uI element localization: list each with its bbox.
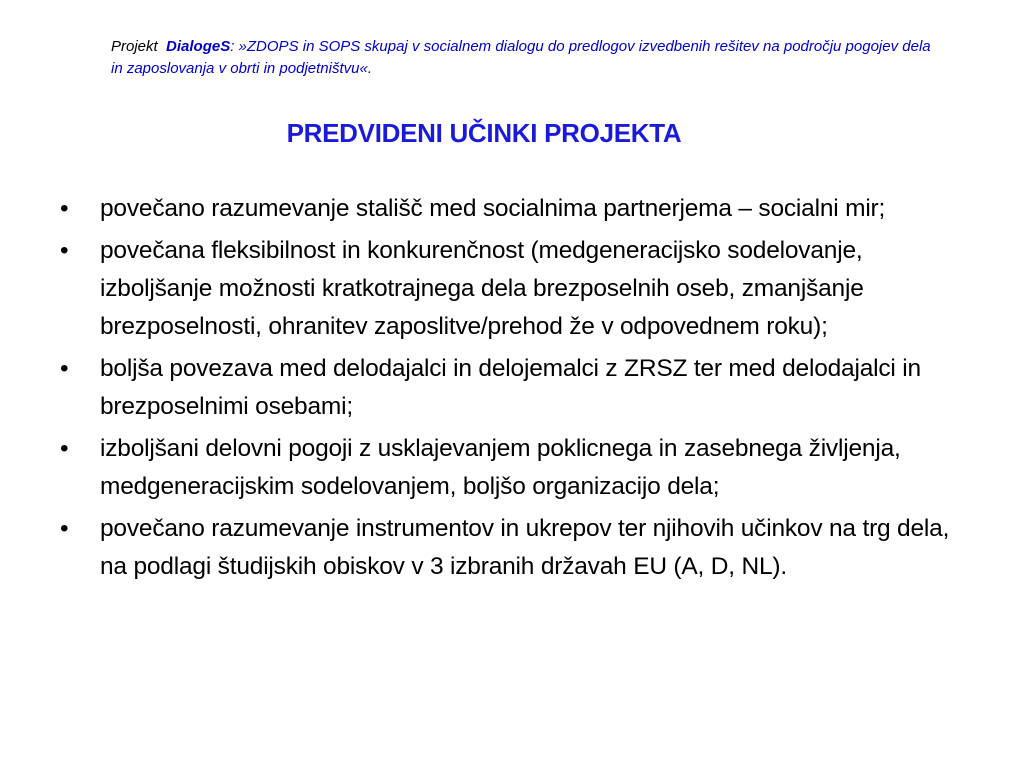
bullet-item [60,190,965,228]
project-prefix: Projekt [111,38,158,55]
bullet-point-icon: • [60,355,69,382]
bullet-item [60,510,965,586]
bullet-item [60,430,965,506]
bullet-point-icon: • [60,515,69,542]
bullet-item [60,350,965,426]
project-header [111,36,931,80]
bullet-point-icon: • [60,435,69,462]
bullet-text: povečano razumevanje instrumentov in ukrepov ter njihovih učinkov na trg dela, na podlagi študijskih obiskov v 3 izbranih državah EU (A, D, NL). [100,515,950,580]
bullet-point-icon: • [60,237,69,264]
bullet-item [60,232,965,346]
bullet-text: povečana fleksibilnost in konkurenčnost (medgeneracijsko sodelovanje, izboljšanje možnosti kratkotrajnega dela brezposelnih oseb, zmanjšanje brezposelnosti, ohranitev zaposlitve/prehod že v odpovednem roku); [100,237,864,340]
project-description: : »ZDOPS in SOPS skupaj v socialnem dialogu do predlogov izvedbenih rešitev na področju pogojev dela in zaposlovanja v obrti in podjetništvu«. [111,38,931,77]
bullet-text: povečano razumevanje stališč med socialnima partnerjema – socialni mir; [100,195,886,222]
slide-title: PREDVIDENI UČINKI PROJEKTA [286,118,682,148]
bullet-text: boljša povezava med delodajalci in delojemalci z ZRSZ ter med delodajalci in brezposelnimi osebami; [100,355,921,420]
project-name: DialogeS [166,38,231,55]
bullet-text: izboljšani delovni pogoji z usklajevanjem poklicnega in zasebnega življenja, medgeneracijskim sodelovanjem, boljšo organizacijo dela; [100,435,901,500]
bullet-point-icon: • [60,195,69,222]
bullet-list [60,190,965,590]
